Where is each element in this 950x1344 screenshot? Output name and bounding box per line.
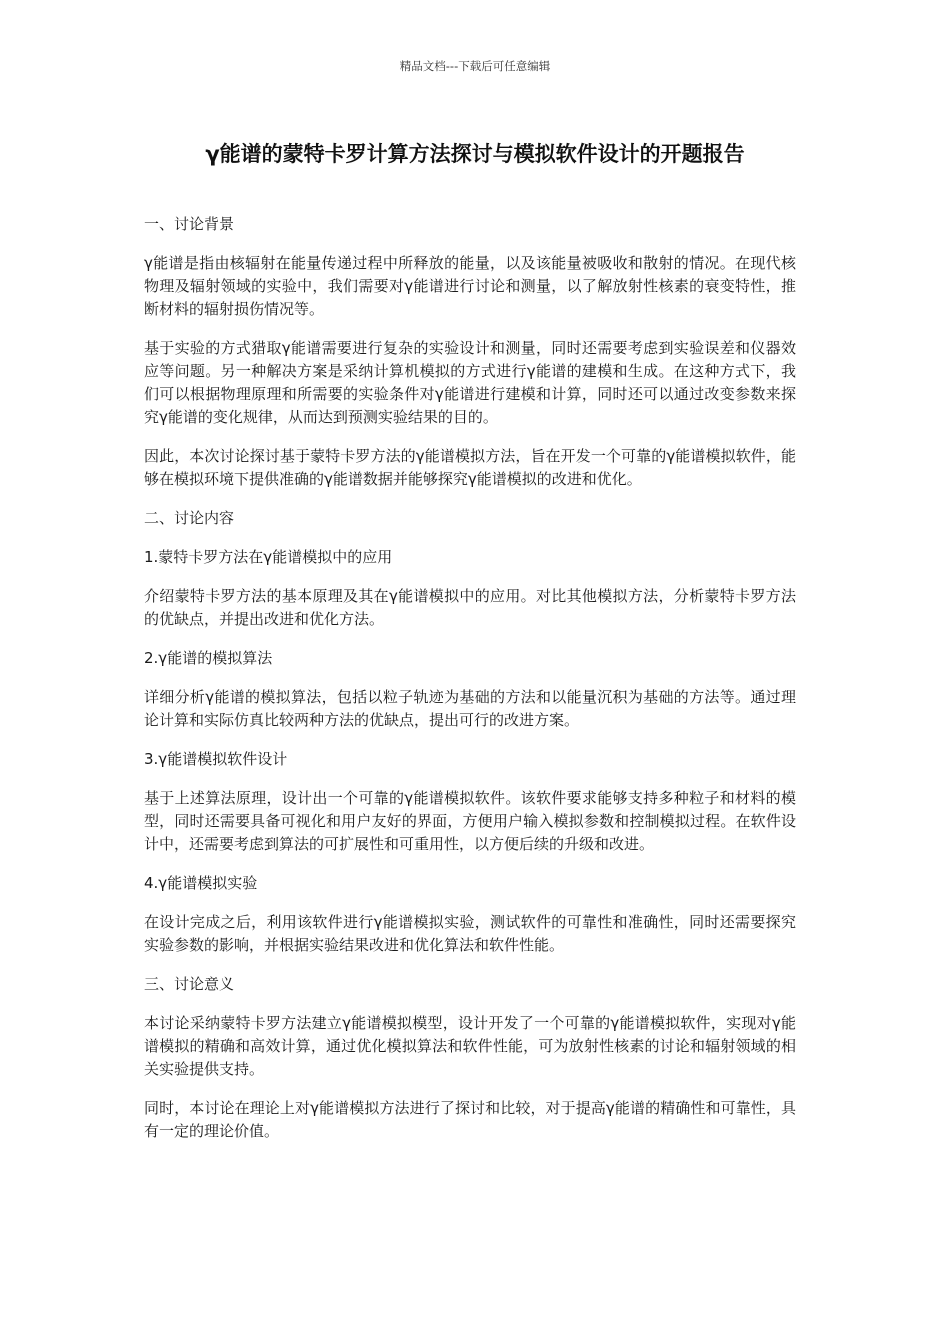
paragraph: γ能谱是指由核辐射在能量传递过程中所释放的能量，以及该能量被吸收和散射的情况。在现代核物理及辐射领域的实验中，我们需要对γ能谱进行讨论和测量，以了解放射性核素的衰变特性，推断材料的辐射损伤情况等。 <box>144 254 796 318</box>
paragraph: 基于实验的方式猎取γ能谱需要进行复杂的实验设计和测量，同时还需要考虑到实验误差和仪器效应等问题。另一种解决方案是采纳计算机模拟的方式进行γ能谱的建模和生成。在这种方式下，我们可以根据物理原理和所需要的实验条件对γ能谱进行建模和计算，同时还可以通过改变参数来探究γ能谱的变化规律，从而达到预测实验结果的目的。 <box>144 339 796 426</box>
document-title: γ能谱的蒙特卡罗计算方法探讨与模拟软件设计的开题报告 <box>205 142 745 166</box>
page-header-note: 精品文档---下载后可任意编辑 <box>399 59 551 73</box>
subsection-heading: 1.蒙特卡罗方法在γ能谱模拟中的应用 <box>144 548 393 566</box>
paragraph: 详细分析γ能谱的模拟算法，包括以粒子轨迹为基础的方法和以能量沉积为基础的方法等。通过理论计算和实际仿真比较两种方法的优缺点，提出可行的改进方案。 <box>144 688 796 729</box>
paragraph: 因此，本次讨论探讨基于蒙特卡罗方法的γ能谱模拟方法，旨在开发一个可靠的γ能谱模拟软件，能够在模拟环境下提供准确的γ能谱数据并能够探究γ能谱模拟的改进和优化。 <box>144 447 796 488</box>
paragraph: 本讨论采纳蒙特卡罗方法建立γ能谱模拟模型，设计开发了一个可靠的γ能谱模拟软件，实现对γ能谱模拟的精确和高效计算，通过优化模拟算法和软件性能，可为放射性核素的讨论和辐射领域的相关实验提供支持。 <box>144 1014 796 1078</box>
paragraph: 在设计完成之后，利用该软件进行γ能谱模拟实验，测试软件的可靠性和准确性，同时还需要探究实验参数的影响，并根据实验结果改进和优化算法和软件性能。 <box>144 913 796 954</box>
section-heading-significance: 三、讨论意义 <box>144 975 235 993</box>
subsection-heading: 4.γ能谱模拟实验 <box>144 874 258 892</box>
document-body <box>144 213 796 1159</box>
paragraph: 介绍蒙特卡罗方法的基本原理及其在γ能谱模拟中的应用。对比其他模拟方法，分析蒙特卡罗方法的优缺点，并提出改进和优化方法。 <box>144 587 796 628</box>
section-heading-background: 一、讨论背景 <box>144 215 235 233</box>
section-heading-content: 二、讨论内容 <box>144 509 235 527</box>
paragraph: 同时，本讨论在理论上对γ能谱模拟方法进行了探讨和比较，对于提高γ能谱的精确性和可靠性，具有一定的理论价值。 <box>144 1099 796 1140</box>
subsection-heading: 3.γ能谱模拟软件设计 <box>144 750 288 768</box>
paragraph: 基于上述算法原理，设计出一个可靠的γ能谱模拟软件。该软件要求能够支持多种粒子和材料的模型，同时还需要具备可视化和用户友好的界面，方便用户输入模拟参数和控制模拟过程。在软件设计中，还需要考虑到算法的可扩展性和可重用性，以方便后续的升级和改进。 <box>144 789 796 853</box>
subsection-heading: 2.γ能谱的模拟算法 <box>144 649 273 667</box>
